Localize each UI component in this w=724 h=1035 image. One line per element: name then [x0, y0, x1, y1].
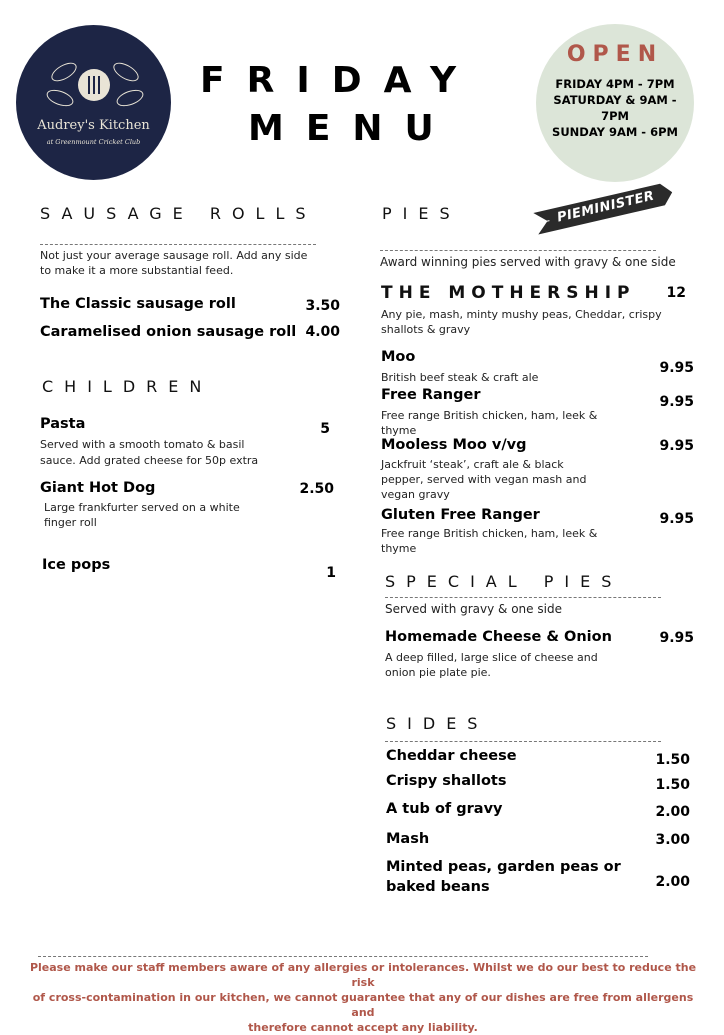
hours-friday: FRIDAY 4PM - 7PM — [555, 77, 675, 91]
allergy-notice-line: therefore cannot accept any liability. — [248, 1021, 478, 1034]
leaf-icon — [110, 59, 141, 85]
title-line-2: MENU — [248, 108, 456, 149]
allergy-notice-line: Please make our staff members aware of any allergies or intolerances. Whilst we do our best to reduce the risk — [29, 961, 697, 989]
menu-item-name: Ice pops — [42, 557, 111, 573]
menu-item-desc: thyme — [381, 542, 417, 555]
leaf-icon — [48, 59, 79, 85]
menu-item-desc: pepper, served with vegan mash and — [381, 473, 587, 486]
sausage-desc-2: to make it a more substantial feed. — [40, 264, 234, 277]
menu-item-price: 1 — [326, 565, 336, 581]
menu-item-desc: vegan gravy — [381, 488, 450, 501]
menu-item-desc: Any pie, mash, minty mushy peas, Cheddar, crispy — [381, 308, 662, 321]
menu-item-desc: sauce. Add grated cheese for 50p extra — [40, 454, 259, 467]
menu-item-desc: finger roll — [44, 516, 97, 529]
opening-hours-badge — [536, 24, 694, 182]
menu-item-desc: Served with a smooth tomato & basil — [40, 438, 245, 451]
menu-item-name: The Classic sausage roll — [40, 296, 236, 312]
logo-subtitle: at Greenmount Cricket Club — [46, 138, 141, 146]
divider — [385, 597, 661, 598]
menu-item-price: 9.95 — [659, 630, 694, 646]
sausage-desc-1: Not just your average sausage roll. Add any side — [40, 249, 308, 262]
menu-item-desc: British beef steak & craft ale — [381, 371, 539, 384]
cutlery-icon — [78, 69, 110, 101]
menu-item-desc: A deep filled, large slice of cheese and — [385, 651, 598, 664]
leaf-icon — [44, 87, 75, 110]
menu-item-desc: Jackfruit ‘steak’, craft ale & black — [381, 458, 564, 471]
menu-item-name: baked beans — [386, 879, 490, 895]
hours-sunday: SUNDAY 9AM - 6PM — [552, 125, 678, 139]
logo-name: Audrey's Kitchen — [37, 118, 150, 133]
section-heading-children: CHILDREN — [42, 377, 213, 396]
menu-item-price: 9.95 — [659, 394, 694, 410]
menu-item-name: Mash — [386, 831, 430, 847]
menu-item-price: 3.50 — [305, 298, 340, 314]
divider — [40, 244, 316, 245]
menu-item-price: 9.95 — [659, 438, 694, 454]
title-line-1: FRIDAY — [200, 60, 479, 101]
menu-item-name: Minted peas, garden peas or — [386, 859, 621, 875]
divider — [385, 741, 661, 742]
menu-item-price: 9.95 — [659, 360, 694, 376]
menu-item-price: 1.50 — [655, 752, 690, 768]
menu-item-price: 12 — [666, 285, 686, 301]
menu-item-name: Crispy shallots — [386, 773, 507, 789]
menu-item-name: Caramelised onion sausage roll — [40, 324, 297, 340]
menu-item-desc: shallots & gravy — [381, 323, 471, 336]
pies-desc: Award winning pies served with gravy & one side — [380, 255, 676, 269]
menu-item-price: 2.00 — [655, 874, 690, 890]
allergy-notice-line: of cross-contamination in our kitchen, we cannot guarantee that any of our dishes are free from allergens and — [32, 991, 694, 1019]
pieminister-banner — [532, 178, 675, 239]
open-heading: OPEN — [566, 42, 664, 67]
menu-item-name: THE MOTHERSHIP — [381, 283, 636, 303]
section-heading-pies: PIES — [382, 204, 461, 223]
menu-item-price: 5 — [320, 421, 330, 437]
section-heading-special-pies: SPECIAL PIES — [385, 572, 623, 591]
menu-item-price: 1.50 — [655, 777, 690, 793]
menu-item-price: 4.00 — [305, 324, 340, 340]
section-heading-sides: SIDES — [386, 714, 489, 733]
menu-item-price: 9.95 — [659, 511, 694, 527]
menu-item-desc: thyme — [381, 424, 417, 437]
menu-item-name: Homemade Cheese & Onion — [385, 629, 612, 645]
divider — [38, 956, 648, 957]
menu-item-name: Moo — [381, 349, 416, 365]
menu-item-desc: Free range British chicken, ham, leek & — [381, 409, 598, 422]
menu-item-name: Free Ranger — [381, 387, 481, 403]
leaf-icon — [114, 87, 145, 110]
menu-item-name: Mooless Moo v/vg — [381, 437, 527, 453]
menu-item-name: Gluten Free Ranger — [381, 507, 540, 523]
pieminister-label: PIEMINISTER — [555, 188, 656, 226]
hours-saturday-end: 7PM — [601, 109, 629, 123]
menu-item-name: A tub of gravy — [386, 801, 503, 817]
menu-item-name: Cheddar cheese — [386, 748, 517, 764]
menu-item-name: Pasta — [40, 416, 86, 432]
menu-item-desc: Free range British chicken, ham, leek & — [381, 527, 598, 540]
divider — [380, 250, 656, 251]
menu-item-desc: Large frankfurter served on a white — [44, 501, 240, 514]
special-desc: Served with gravy & one side — [385, 602, 562, 616]
logo-badge — [16, 25, 171, 180]
section-heading-sausage-rolls: SAUSAGE ROLLS — [40, 204, 317, 223]
menu-item-desc: onion pie plate pie. — [385, 666, 491, 679]
menu-item-price: 3.00 — [655, 832, 690, 848]
menu-item-name: Giant Hot Dog — [40, 480, 156, 496]
hours-saturday: SATURDAY & 9AM - — [553, 93, 677, 107]
menu-item-price: 2.00 — [655, 804, 690, 820]
menu-item-price: 2.50 — [299, 481, 334, 497]
